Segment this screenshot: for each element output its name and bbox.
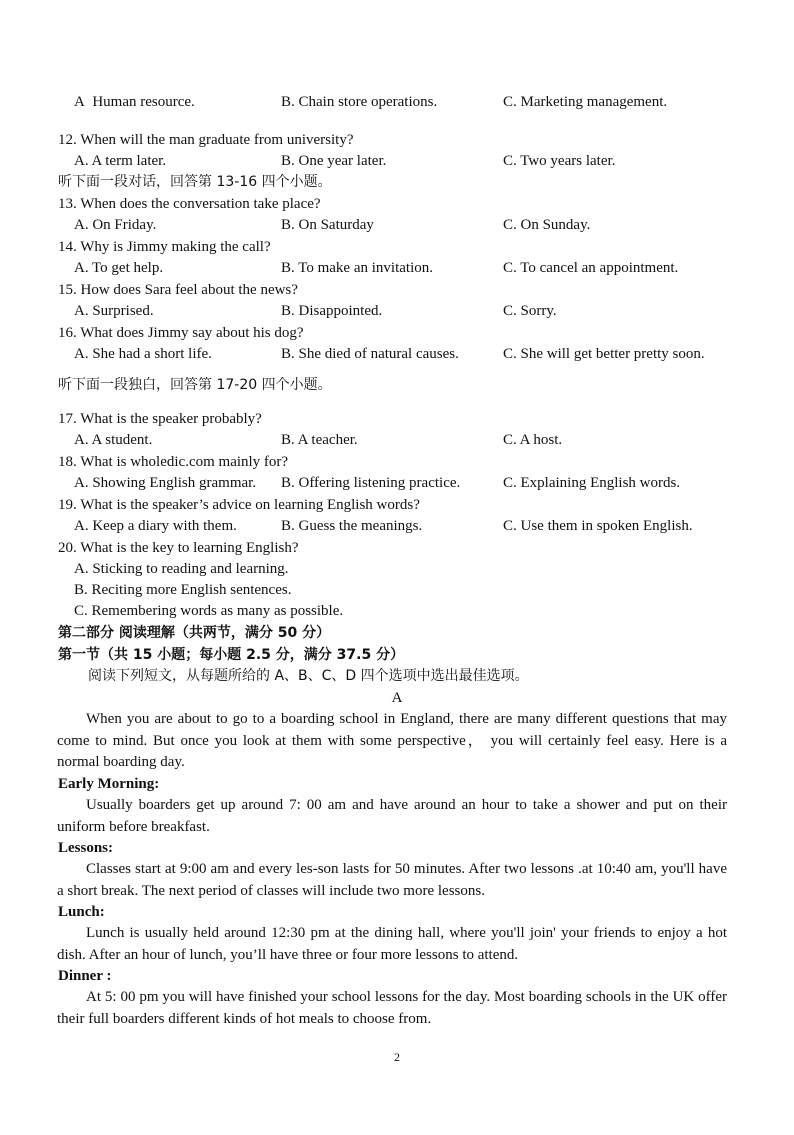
reading-instruction: 阅读下列短文，从每题所给的 A、B、C、D 四个选项中选出最佳选项。	[88, 668, 529, 684]
page-number: 2	[394, 1050, 400, 1064]
q13-option-a: A. On Friday.	[74, 217, 157, 233]
q19-stem: 19. What is the speaker’s advice on learning English words?	[58, 497, 420, 513]
q18-option-a: A. Showing English grammar.	[74, 475, 257, 491]
q19-option-c: C. Use them in spoken English.	[503, 518, 693, 534]
q13-option-b: B. On Saturday	[281, 217, 374, 233]
q20-stem: 20. What is the key to learning English?	[58, 540, 299, 556]
q18-option-b: B. Offering listening practice.	[281, 475, 461, 491]
q17-option-c: C. A host.	[503, 432, 563, 448]
lessons-text: Classes start at 9:00 am and every les-son lasts for 50 minutes. After two lessons .at 10:40 am, you'll have a short break. The next period of classes will include two more lessons.	[57, 861, 727, 899]
q14-stem: 14. Why is Jimmy making the call?	[58, 239, 271, 255]
q11-option-b: B. Chain store operations.	[281, 94, 438, 110]
q20-option-c: C. Remembering words as many as possible.	[74, 603, 344, 619]
early-morning-text: Usually boarders get up around 7: 00 am and have around an hour to take a shower and put on their uniform before breakfast.	[57, 797, 727, 835]
instruction-13-16: 听下面一段对话，回答第 13-16 四个小题。	[58, 174, 332, 190]
lunch-heading: Lunch:	[58, 904, 105, 920]
q11-option-c: C. Marketing management.	[503, 94, 668, 110]
q12-option-a: A. A term later.	[74, 153, 167, 169]
lunch-text: Lunch is usually held around 12:30 pm at the dining hall, where you'll join' your friends to enjoy a hot dish. After an hour of lunch, you’ll have three or four more lessons to attend.	[57, 925, 727, 963]
early-morning-heading: Early Morning:	[58, 776, 160, 792]
q19-option-b: B. Guess the meanings.	[281, 518, 423, 534]
q13-stem: 13. When does the conversation take place?	[58, 196, 321, 212]
lessons-heading: Lessons:	[58, 840, 114, 856]
dinner-heading: Dinner :	[58, 968, 112, 984]
q14-option-a: A. To get help.	[74, 260, 164, 276]
instruction-17-20: 听下面一段独白，回答第 17-20 四个小题。	[58, 377, 332, 393]
q15-option-c: C. Sorry.	[503, 303, 557, 319]
q17-option-a: A. A student.	[74, 432, 153, 448]
q16-option-a: A. She had a short life.	[74, 346, 212, 362]
q18-option-c: C. Explaining English words.	[503, 475, 681, 491]
q18-stem: 18. What is wholedic.com mainly for?	[58, 454, 289, 470]
q11-option-a: A Human resource.	[74, 94, 195, 110]
dinner-text: At 5: 00 pm you will have finished your school lessons for the day. Most boarding schools in the UK offer their full boarders different kinds of hot meals to choose from.	[57, 989, 727, 1027]
q14-option-c: C. To cancel an appointment.	[503, 260, 679, 276]
passage-intro: When you are about to go to a boarding school in England, there are many different questions that may come to mind. But once you look at them with some perspective， you will certainly feel easy. Here is a normal boarding day.	[57, 711, 727, 770]
section1-heading: 第一节（共 15 小题；每小题 2.5 分，满分 37.5 分）	[58, 647, 405, 663]
passage-label: A	[391, 690, 403, 706]
q14-option-b: B. To make an invitation.	[281, 260, 433, 276]
q15-option-b: B. Disappointed.	[281, 303, 383, 319]
q15-option-a: A. Surprised.	[74, 303, 154, 319]
q19-option-a: A. Keep a diary with them.	[74, 518, 237, 534]
q12-stem: 12. When will the man graduate from university?	[58, 132, 354, 148]
q17-stem: 17. What is the speaker probably?	[58, 411, 262, 427]
q20-option-b: B. Reciting more English sentences.	[74, 582, 292, 598]
q16-option-b: B. She died of natural causes.	[281, 346, 459, 362]
q13-option-c: C. On Sunday.	[503, 217, 591, 233]
q15-stem: 15. How does Sara feel about the news?	[58, 282, 298, 298]
q16-option-c: C. She will get better pretty soon.	[503, 346, 705, 362]
part2-heading: 第二部分 阅读理解（共两节，满分 50 分）	[58, 625, 331, 641]
q12-option-b: B. One year later.	[281, 153, 387, 169]
q20-option-a: A. Sticking to reading and learning.	[74, 561, 289, 577]
q17-option-b: B. A teacher.	[281, 432, 358, 448]
q16-stem: 16. What does Jimmy say about his dog?	[58, 325, 304, 341]
q12-option-c: C. Two years later.	[503, 153, 616, 169]
